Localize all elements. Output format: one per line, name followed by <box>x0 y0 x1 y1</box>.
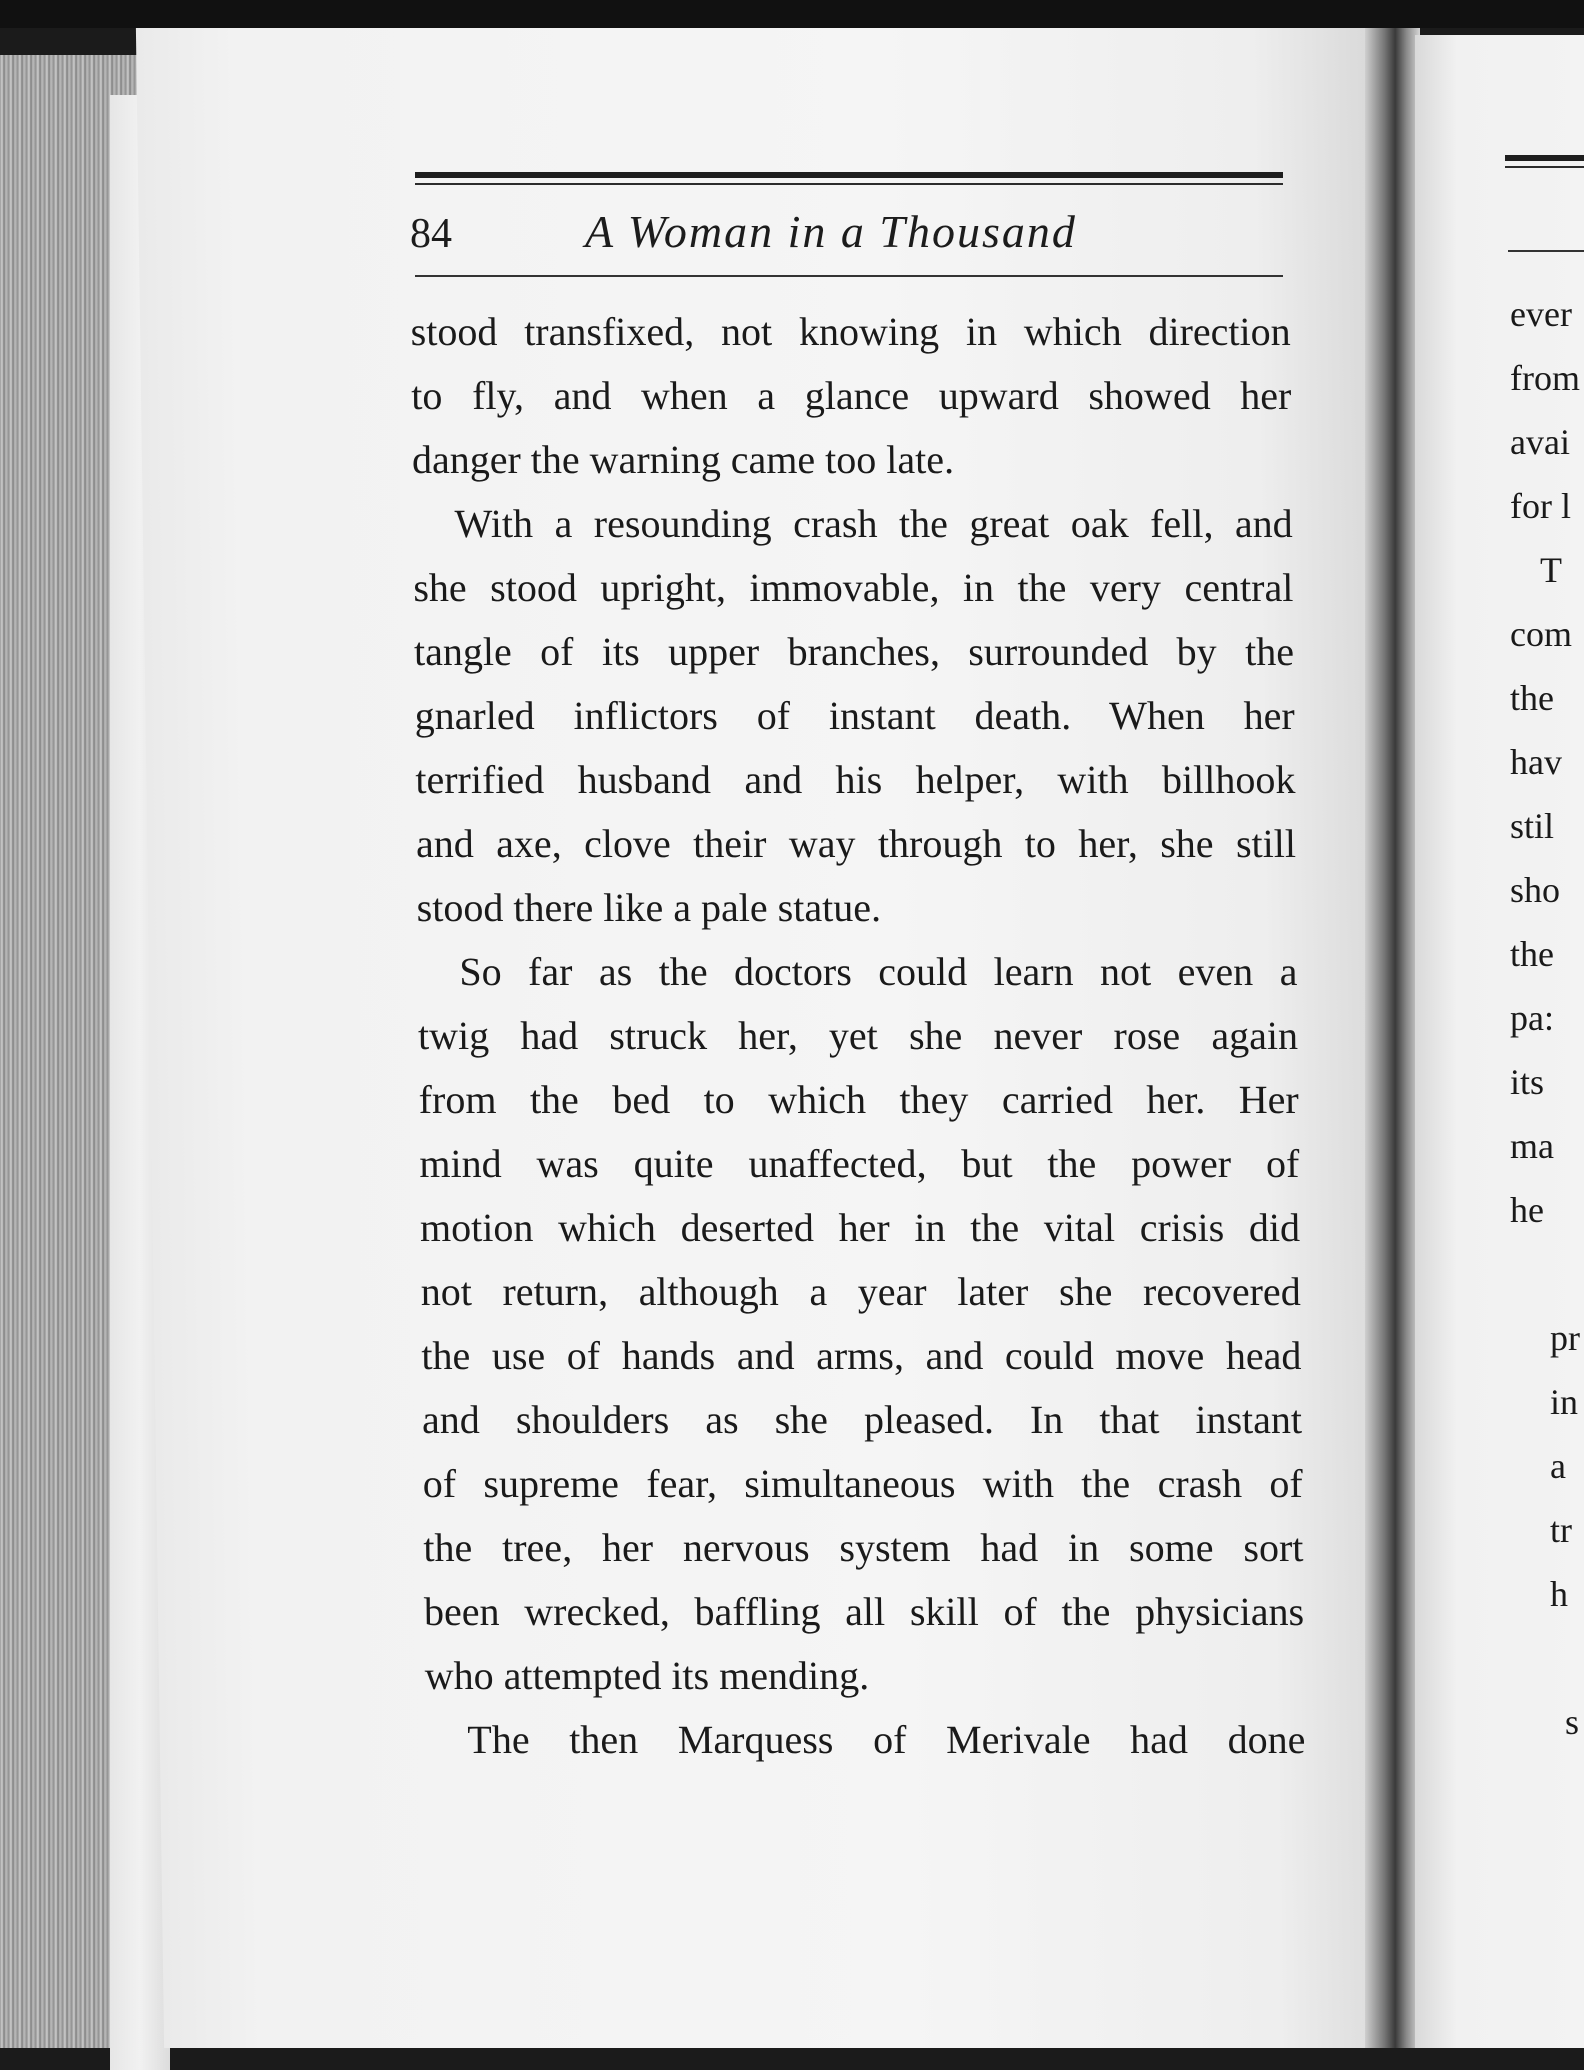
right-text-fragment: the <box>1510 934 1554 974</box>
right-text-fragment: the <box>1510 678 1554 718</box>
right-text-fragment: sho <box>1510 870 1561 910</box>
right-text-fragment: for l <box>1510 486 1571 526</box>
right-text-fragment <box>1510 1626 1584 1690</box>
right-text-fragment: he <box>1510 1190 1544 1230</box>
right-text-fragment: hav <box>1510 742 1562 782</box>
right-header-rule-thick <box>1505 155 1584 161</box>
text-line: of supreme fear, simultaneous with the crash of <box>422 1461 1303 1506</box>
text-line: stood transfixed, not knowing in which direction <box>410 309 1291 354</box>
text-line: stood there like a pale statue. <box>416 885 882 930</box>
right-text-fragment: ma <box>1510 1126 1554 1166</box>
text-line: So far as the doctors could learn not even a <box>459 949 1298 994</box>
header-rule-thick <box>415 172 1283 178</box>
right-text-fragment <box>1510 1242 1584 1306</box>
text-line: motion which deserted her in the vital crisis did <box>419 1205 1301 1250</box>
right-text-fragment: h <box>1550 1574 1568 1614</box>
right-page-text <box>1510 282 1584 1754</box>
running-title: A Woman in a Thousand <box>585 206 1077 257</box>
text-line: been wrecked, baffling all skill of the physicians <box>423 1589 1305 1634</box>
text-line: from the bed to which they carried her. Her <box>418 1077 1299 1122</box>
page-body-text <box>410 300 1305 1772</box>
text-line: tangle of its upper branches, surrounded by the <box>413 629 1295 674</box>
header-rule-thin <box>415 183 1283 185</box>
text-line: she stood upright, immovable, in the very central <box>413 565 1294 610</box>
text-line: With a resounding crash the great oak fell, and <box>454 501 1293 546</box>
text-line: gnarled inflictors of instant death. When her <box>414 693 1295 738</box>
background-top <box>0 0 1584 28</box>
right-text-fragment: pa: <box>1510 998 1554 1038</box>
header-rule-bottom <box>415 275 1283 277</box>
text-line: The then Marquess of Merivale had done <box>467 1717 1306 1762</box>
text-line: the use of hands and arms, and could move head <box>421 1333 1302 1378</box>
right-text-fragment: T <box>1540 550 1562 590</box>
right-text-fragment: s <box>1565 1702 1580 1742</box>
text-line: and axe, clove their way through to her, she still <box>415 821 1297 866</box>
right-text-fragment: in <box>1550 1382 1579 1422</box>
right-text-fragment: its <box>1510 1062 1545 1102</box>
right-text-fragment: from <box>1510 358 1580 398</box>
right-text-fragment: avai <box>1510 422 1570 462</box>
text-line: danger the warning came too late. <box>411 437 955 482</box>
text-line: twig had struck her, yet she never rose again <box>417 1013 1299 1058</box>
page-number: 84 <box>410 211 452 257</box>
text-line: terrified husband and his helper, with billhook <box>415 757 1296 802</box>
right-text-fragment: com <box>1510 614 1572 654</box>
right-text-fragment: ever <box>1510 294 1572 334</box>
text-line: not return, although a year later she recovered <box>420 1269 1301 1314</box>
text-line: to fly, and when a glance upward showed her <box>411 373 1292 418</box>
right-text-fragment: stil <box>1510 806 1555 846</box>
right-header-rule-bottom <box>1508 250 1584 252</box>
text-line: the tree, her nervous system had in some sort <box>423 1525 1304 1570</box>
book-gutter <box>1365 28 1420 2048</box>
text-line: mind was quite unaffected, but the power of <box>419 1141 1300 1186</box>
right-text-fragment: a <box>1550 1446 1566 1486</box>
text-line: and shoulders as she pleased. In that instant <box>421 1397 1303 1442</box>
right-text-fragment: pr <box>1550 1318 1580 1358</box>
text-line: who attempted its mending. <box>424 1653 870 1698</box>
right-text-fragment: tr <box>1550 1510 1572 1550</box>
right-header-rule-thin <box>1505 166 1584 168</box>
